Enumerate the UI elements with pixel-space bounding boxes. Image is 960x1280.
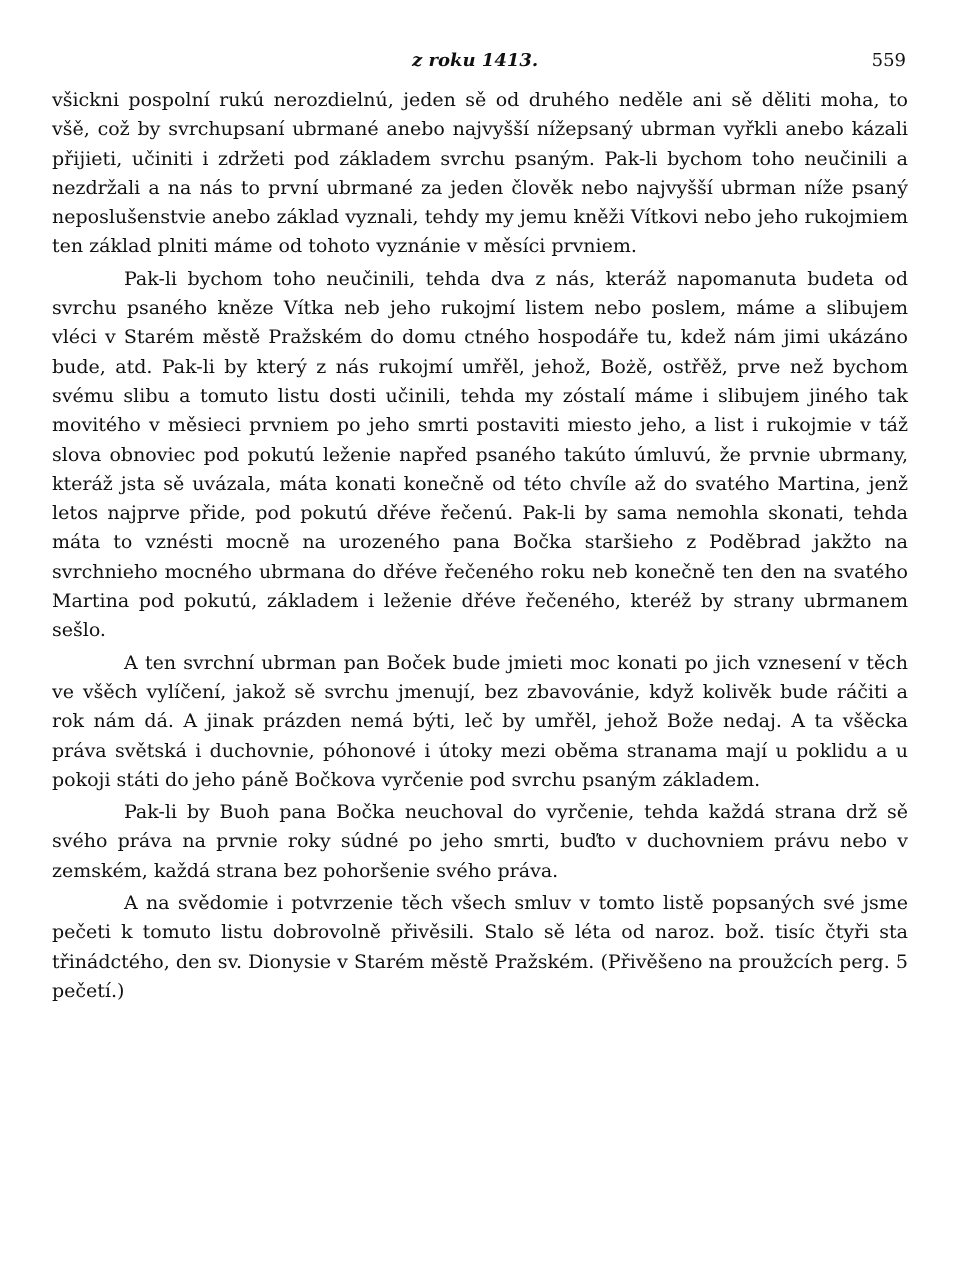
body-text xyxy=(52,86,908,1006)
book-page xyxy=(52,50,908,1009)
paragraph-5: A na svědomie i potvrzenie těch všech smluv v tomto listě popsaných své jsme pečeti k tomuto listu dobrovolně přivěsili. Stalo sě léta od naroz. bož. tisíc čtyři sta třinádctého, den sv. Dionysie v Starém městě Pražském. (Přivěšeno na proužcích perg. 5 pečetí.) xyxy=(52,892,908,1002)
running-head xyxy=(52,50,908,80)
paragraph-2: Pak-li bychom toho neučinili, tehda dva z nás, kteráž napomanuta budeta od svrchu psaného kněze Vítka neb jeho rukojmí listem nebo poslem, máme a slibujem vléci v Starém městě Pražském do domu ctného hospodáře tu, kdež nám jimi ukázáno bude, atd. Pak-li by který z nás rukojmí umřěl, jehož, Bożě, ostřěž, prve než bychom svému slibu a tomuto listu dosti učinili, tehda my zóstalí máme i slibujem jiného tak movitého v měsieci prvniem po jeho smrti postaviti miesto jeho, a list i rukojmie v táž slova obnoviec pod pokutú leženie napřed psaného takúto úmluvú, že prvnie ubrmany, kteráž jsta sě uvázala, máta konati konečně od této chvíle až do svatého Martina, jenž letos najprve přide, pod pokutú dřéve řečenú. Pak-li by sama nemohla skonati, tehda máta to vznésti mocně na urozeného pana Bočka staršieho z Poděbrad jakžto na svrchnieho mocného ubrmana do dřéve řečeného roku neb konečně ten den na svatého Martina pod pokutú, základem i leženie dřéve řečeného, kteréž by strany ubrmanem sešlo. xyxy=(52,267,908,642)
paragraph-3: A ten svrchní ubrman pan Boček bude jmieti moc konati po jich vznesení v těch ve všěch vylíčení, jakož sě svrchu jmenují, bez zbavovánie, když kolivěk bude ráčiti a rok nám dá. A jinak prázden nemá býti, leč by umřěl, jehož Bože nedaj. A ta všěcka práva světská i duchovnie, póhonové i útoky mezi oběma stranama mají u poklidu a u pokoji státi do jeho páně Bočkova vyrčenie pod svrchu psaným základem. xyxy=(52,651,908,791)
page-number: 559 xyxy=(871,50,906,71)
paragraph-4: Pak-li by Buoh pana Bočka neuchoval do vyrčenie, tehda každá strana drž sě svého práva na prvnie roky súdné po jeho smrti, buďto v duchovniem právu nebo v zemském, každá strana bez pohoršenie svého práva. xyxy=(52,801,908,882)
paragraph-1: všickni pospolní rukú nerozdielnú, jeden sě od druhého neděle ani sě děliti moha, to všě, což by svrchupsaní ubrmané anebo najvyšší nížepsaný ubrman vyřkli anebo kázali přijieti, učiniti i zdržeti pod základem svrchu psaným. Pak-li bychom toho neučinili a nezdržali a na nás to první ubrmané za jeden člověk nebo najvyšší ubrman níže psaný neposlušenstvie anebo základ vyznali, tehdy my jemu kněži Vítkovi nebo jeho rukojmiem ten základ plniti máme od tohoto vyznánie v měsíci prvniem. xyxy=(52,89,908,258)
running-title: z roku 1413. xyxy=(412,50,539,71)
